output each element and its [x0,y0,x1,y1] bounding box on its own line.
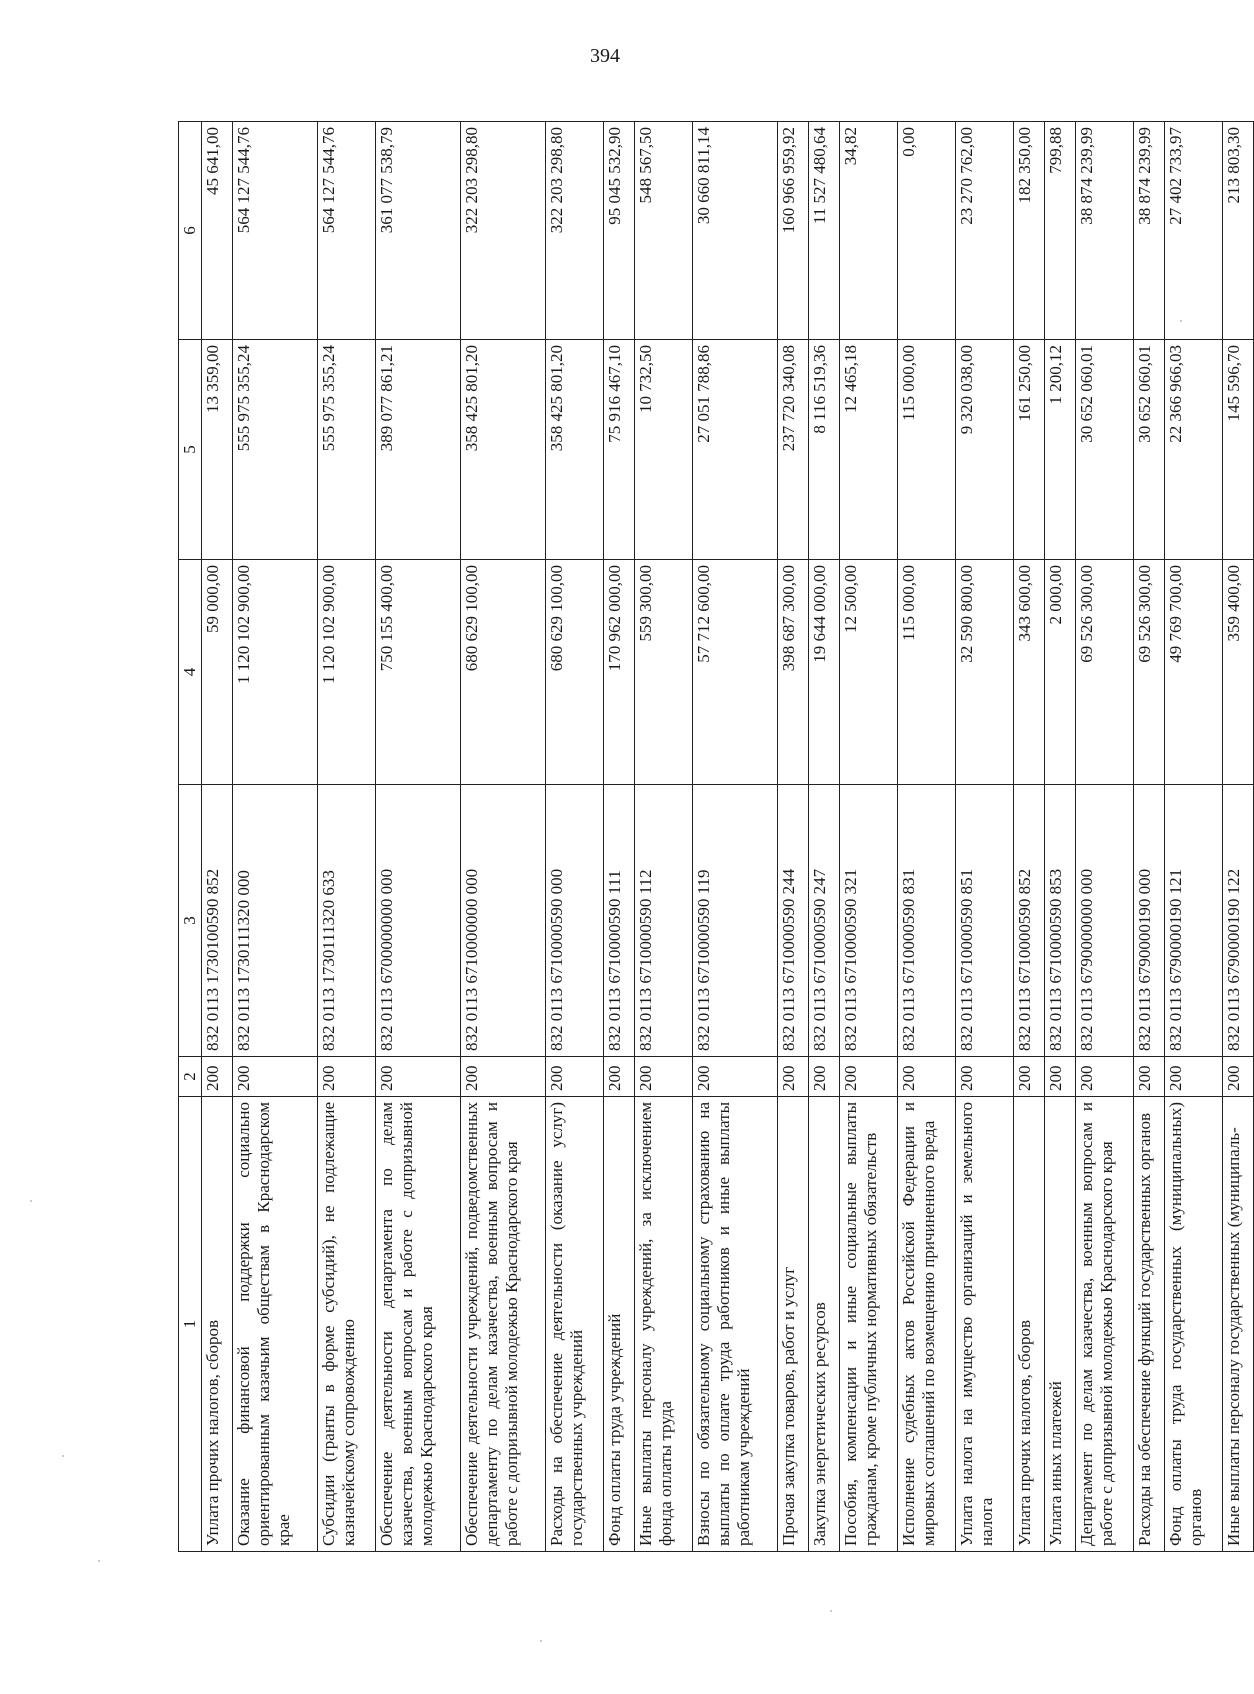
row-executed-cell: 9 320 038,00 [955,340,1013,560]
row-plan-cell: 2 000,00 [1044,560,1075,785]
row-name-cell: Иные выплаты персоналу учреждений, за исключением фонда оплаты труда [634,1097,692,1552]
table-row [777,122,808,1552]
table-row [808,122,839,1552]
scan-speck [30,1200,32,1202]
scan-speck [830,1610,832,1612]
row-unexecuted-cell: 564 127 544,76 [318,122,376,340]
row-code-cell: 200 [634,1057,692,1097]
row-code-cell: 200 [955,1057,1013,1097]
row-plan-cell: 170 962 000,00 [603,560,634,785]
column-header-1: 1 [179,1097,202,1552]
row-kbk-cell: 832 0113 6710000590 000 [545,785,603,1057]
row-kbk-cell: 832 0113 6710000000 000 [460,785,545,1057]
row-kbk-cell: 832 0113 6700000000 000 [376,785,461,1057]
row-kbk-cell: 832 0113 6710000590 112 [634,785,692,1057]
row-executed-cell: 389 077 861,21 [376,340,461,560]
row-plan-cell: 59 000,00 [202,560,233,785]
table-row [897,122,955,1552]
row-kbk-cell: 832 0113 6710000590 853 [1044,785,1075,1057]
row-name-cell: Фонд оплаты труда государственных (муниципальных) органов [1164,1097,1222,1552]
row-executed-cell: 30 652 060,01 [1133,340,1164,560]
table-row [1044,122,1075,1552]
scan-speck [540,1640,542,1642]
row-code-cell: 200 [1133,1057,1164,1097]
row-name-cell: Департамент по делам казачества, военным вопросам и работе с допризывной молодежью Краснодарского края [1075,1097,1133,1552]
row-plan-cell: 680 629 100,00 [460,560,545,785]
row-code-cell: 200 [202,1057,233,1097]
row-plan-cell: 680 629 100,00 [545,560,603,785]
row-kbk-cell: 832 0113 1730100590 852 [202,785,233,1057]
row-unexecuted-cell: 95 045 532,90 [603,122,634,340]
row-name-cell: Расходы на обеспечение функций государственных органов [1133,1097,1164,1552]
row-plan-cell: 750 155 400,00 [376,560,461,785]
scan-speck [62,1455,64,1457]
row-plan-cell: 69 526 300,00 [1075,560,1133,785]
row-plan-cell: 398 687 300,00 [777,560,808,785]
scan-speck [98,1560,100,1562]
row-code-cell: 200 [1013,1057,1044,1097]
row-code-cell: 200 [839,1057,897,1097]
row-executed-cell: 8 116 519,36 [808,340,839,560]
row-unexecuted-cell: 45 641,00 [202,122,233,340]
row-name-cell: Уплата прочих налогов, сборов [1013,1097,1044,1552]
row-unexecuted-cell: 11 527 480,64 [808,122,839,340]
row-kbk-cell: 832 0113 6710000590 247 [808,785,839,1057]
row-executed-cell: 27 051 788,86 [692,340,777,560]
row-unexecuted-cell: 564 127 544,76 [233,122,318,340]
row-kbk-cell: 832 0113 6710000590 852 [1013,785,1044,1057]
table-row [634,122,692,1552]
row-executed-cell: 75 916 467,10 [603,340,634,560]
row-unexecuted-cell: 38 874 239,99 [1075,122,1133,340]
row-executed-cell: 30 652 060,01 [1075,340,1133,560]
row-code-cell: 200 [1222,1057,1253,1097]
row-kbk-cell: 832 0113 6710000590 831 [897,785,955,1057]
page-number: 394 [590,45,620,67]
row-code-cell: 200 [603,1057,634,1097]
row-unexecuted-cell: 322 203 298,80 [460,122,545,340]
row-name-cell: Уплата прочих налогов, сборов [202,1097,233,1552]
table-row [233,122,318,1552]
row-plan-cell: 69 526 300,00 [1133,560,1164,785]
row-unexecuted-cell: 182 350,00 [1013,122,1044,340]
rotated-table-wrapper [178,122,1254,1552]
row-code-cell: 200 [1044,1057,1075,1097]
row-plan-cell: 12 500,00 [839,560,897,785]
row-unexecuted-cell: 23 270 762,00 [955,122,1013,340]
row-name-cell: Обеспечение деятельности департамента по делам казачества, военным вопросам и работе с допризывной молодежью Краснодарского края [376,1097,461,1552]
row-executed-cell: 555 975 355,24 [233,340,318,560]
row-kbk-cell: 832 0113 6710000590 119 [692,785,777,1057]
table-row [1013,122,1044,1552]
table-row [692,122,777,1552]
row-name-cell: Обеспечение деятельности учреждений, подведомственных департаменту по делам казачества, военным вопросам и работе с допризывной молодежью Краснодарского края [460,1097,545,1552]
row-unexecuted-cell: 0,00 [897,122,955,340]
row-name-cell: Субсидии (гранты в форме субсидий), не подлежащие казначейскому сопровождению [318,1097,376,1552]
row-code-cell: 200 [376,1057,461,1097]
table-row [376,122,461,1552]
row-code-cell: 200 [545,1057,603,1097]
row-plan-cell: 1 120 102 900,00 [318,560,376,785]
row-kbk-cell: 832 0113 6790000190 122 [1222,785,1253,1057]
row-unexecuted-cell: 799,88 [1044,122,1075,340]
row-unexecuted-cell: 38 874 239,99 [1133,122,1164,340]
row-kbk-cell: 832 0113 6790000190 121 [1164,785,1222,1057]
table-row [545,122,603,1552]
row-name-cell: Уплата налога на имущество организаций и земельного налога [955,1097,1013,1552]
row-name-cell: Оказание финансовой поддержки социально ориентированным казачьим обществам в Краснодарском крае [233,1097,318,1552]
row-executed-cell: 22 366 966,03 [1164,340,1222,560]
table-header-row [179,122,202,1552]
row-executed-cell: 555 975 355,24 [318,340,376,560]
row-code-cell: 200 [1075,1057,1133,1097]
column-header-4: 4 [179,560,202,785]
row-name-cell: Фонд оплаты труда учреждений [603,1097,634,1552]
row-code-cell: 200 [808,1057,839,1097]
row-unexecuted-cell: 213 803,30 [1222,122,1253,340]
row-name-cell: Прочая закупка товаров, работ и услуг [777,1097,808,1552]
scan-speck [1180,320,1182,322]
row-kbk-cell: 832 0113 6710000590 244 [777,785,808,1057]
row-unexecuted-cell: 30 660 811,14 [692,122,777,340]
row-plan-cell: 57 712 600,00 [692,560,777,785]
row-kbk-cell: 832 0113 1730111320 000 [233,785,318,1057]
row-code-cell: 200 [897,1057,955,1097]
row-name-cell: Взносы по обязательному социальному страхованию на выплаты по оплате труда работников и иные выплаты работникам учреждений [692,1097,777,1552]
row-unexecuted-cell: 34,82 [839,122,897,340]
row-name-cell: Расходы на обеспечение деятельности (оказание услуг) государственных учреждений [545,1097,603,1552]
row-unexecuted-cell: 361 077 538,79 [376,122,461,340]
row-executed-cell: 13 359,00 [202,340,233,560]
row-name-cell: Уплата иных платежей [1044,1097,1075,1552]
row-executed-cell: 1 200,12 [1044,340,1075,560]
row-kbk-cell: 832 0113 6790000190 000 [1133,785,1164,1057]
row-code-cell: 200 [692,1057,777,1097]
table-row [603,122,634,1552]
row-name-cell: Иные выплаты персоналу государственных (муниципаль- [1222,1097,1253,1552]
row-name-cell: Закупка энергетических ресурсов [808,1097,839,1552]
row-unexecuted-cell: 160 966 959,92 [777,122,808,340]
table-row [1075,122,1133,1552]
row-kbk-cell: 832 0113 6710000590 851 [955,785,1013,1057]
row-executed-cell: 237 720 340,08 [777,340,808,560]
row-name-cell: Пособия, компенсации и иные социальные выплаты гражданам, кроме публичных нормативных обязательств [839,1097,897,1552]
row-plan-cell: 559 300,00 [634,560,692,785]
row-kbk-cell: 832 0113 6710000590 321 [839,785,897,1057]
table-row [1164,122,1222,1552]
column-header-5: 5 [179,340,202,560]
table-row [955,122,1013,1552]
table-row [202,122,233,1552]
table-row [1133,122,1164,1552]
column-header-3: 3 [179,785,202,1057]
row-executed-cell: 358 425 801,20 [460,340,545,560]
table-row [460,122,545,1552]
budget-execution-table [178,121,1254,1552]
row-plan-cell: 19 644 000,00 [808,560,839,785]
row-name-cell: Исполнение судебных актов Российской Федерации и мировых соглашений по возмещению причиненного вреда [897,1097,955,1552]
table-row [839,122,897,1552]
row-code-cell: 200 [318,1057,376,1097]
table-row [1222,122,1253,1552]
row-executed-cell: 145 596,70 [1222,340,1253,560]
row-code-cell: 200 [460,1057,545,1097]
row-unexecuted-cell: 27 402 733,97 [1164,122,1222,340]
row-plan-cell: 359 400,00 [1222,560,1253,785]
row-plan-cell: 343 600,00 [1013,560,1044,785]
row-code-cell: 200 [233,1057,318,1097]
row-plan-cell: 115 000,00 [897,560,955,785]
row-executed-cell: 12 465,18 [839,340,897,560]
row-kbk-cell: 832 0113 1730111320 633 [318,785,376,1057]
column-header-2: 2 [179,1057,202,1097]
row-executed-cell: 161 250,00 [1013,340,1044,560]
row-unexecuted-cell: 322 203 298,80 [545,122,603,340]
row-executed-cell: 10 732,50 [634,340,692,560]
table-row [318,122,376,1552]
row-unexecuted-cell: 548 567,50 [634,122,692,340]
row-executed-cell: 358 425 801,20 [545,340,603,560]
row-executed-cell: 115 000,00 [897,340,955,560]
row-plan-cell: 49 769 700,00 [1164,560,1222,785]
row-plan-cell: 1 120 102 900,00 [233,560,318,785]
row-plan-cell: 32 590 800,00 [955,560,1013,785]
row-code-cell: 200 [777,1057,808,1097]
row-kbk-cell: 832 0113 6710000590 111 [603,785,634,1057]
row-kbk-cell: 832 0113 6790000000 000 [1075,785,1133,1057]
column-header-6: 6 [179,122,202,340]
row-code-cell: 200 [1164,1057,1222,1097]
